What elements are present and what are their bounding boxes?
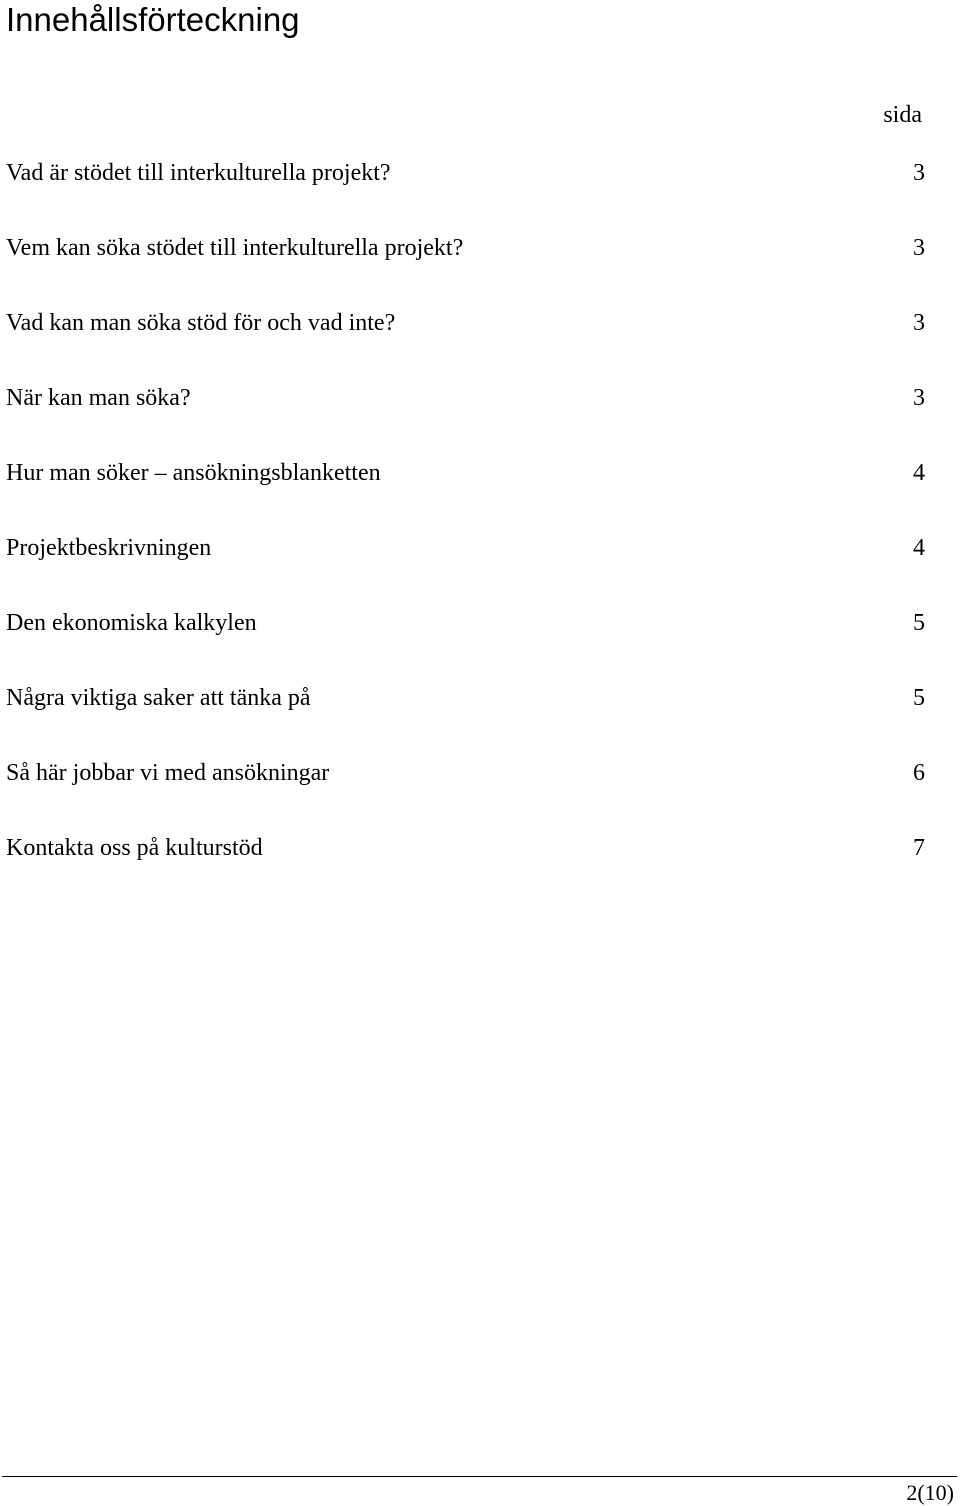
- page-column-label: sida: [883, 102, 922, 128]
- toc-entry-title: Vad kan man söka stöd för och vad inte?: [6, 310, 396, 336]
- footer-divider: [2, 1476, 957, 1477]
- table-of-contents: [0, 158, 960, 908]
- toc-entry-page: 3: [913, 235, 925, 261]
- toc-entry-title: Hur man söker – ansökningsblanketten: [6, 460, 381, 486]
- toc-entry-page: 4: [913, 535, 925, 561]
- toc-entry-title: Vad är stödet till interkulturella projekt?: [6, 160, 391, 186]
- toc-entry: [0, 383, 960, 458]
- toc-entry-page: 5: [913, 685, 925, 711]
- toc-entry: [0, 833, 960, 908]
- toc-entry-page: 7: [913, 835, 925, 861]
- toc-entry: [0, 458, 960, 533]
- toc-entry-page: 5: [913, 610, 925, 636]
- toc-entry-title: Kontakta oss på kulturstöd: [6, 835, 263, 861]
- toc-entry: [0, 533, 960, 608]
- page-title: Innehållsförteckning: [6, 1, 300, 38]
- toc-entry: [0, 683, 960, 758]
- toc-entry-page: 6: [913, 760, 925, 786]
- toc-entry-title: När kan man söka?: [6, 385, 191, 411]
- toc-entry: [0, 758, 960, 833]
- toc-entry-page: 4: [913, 460, 925, 486]
- toc-entry-title: Projektbeskrivningen: [6, 535, 212, 561]
- toc-entry: [0, 308, 960, 383]
- toc-entry-title: Den ekonomiska kalkylen: [6, 610, 257, 636]
- toc-entry-page: 3: [913, 160, 925, 186]
- toc-entry-title: Vem kan söka stödet till interkulturella projekt?: [6, 235, 464, 261]
- toc-entry: [0, 233, 960, 308]
- toc-entry-title: Så här jobbar vi med ansökningar: [6, 760, 330, 786]
- toc-entry: [0, 608, 960, 683]
- toc-entry: [0, 158, 960, 233]
- footer-page-number: 2(10): [906, 1480, 954, 1505]
- toc-entry-page: 3: [913, 310, 925, 336]
- toc-entry-title: Några viktiga saker att tänka på: [6, 685, 311, 711]
- toc-entry-page: 3: [913, 385, 925, 411]
